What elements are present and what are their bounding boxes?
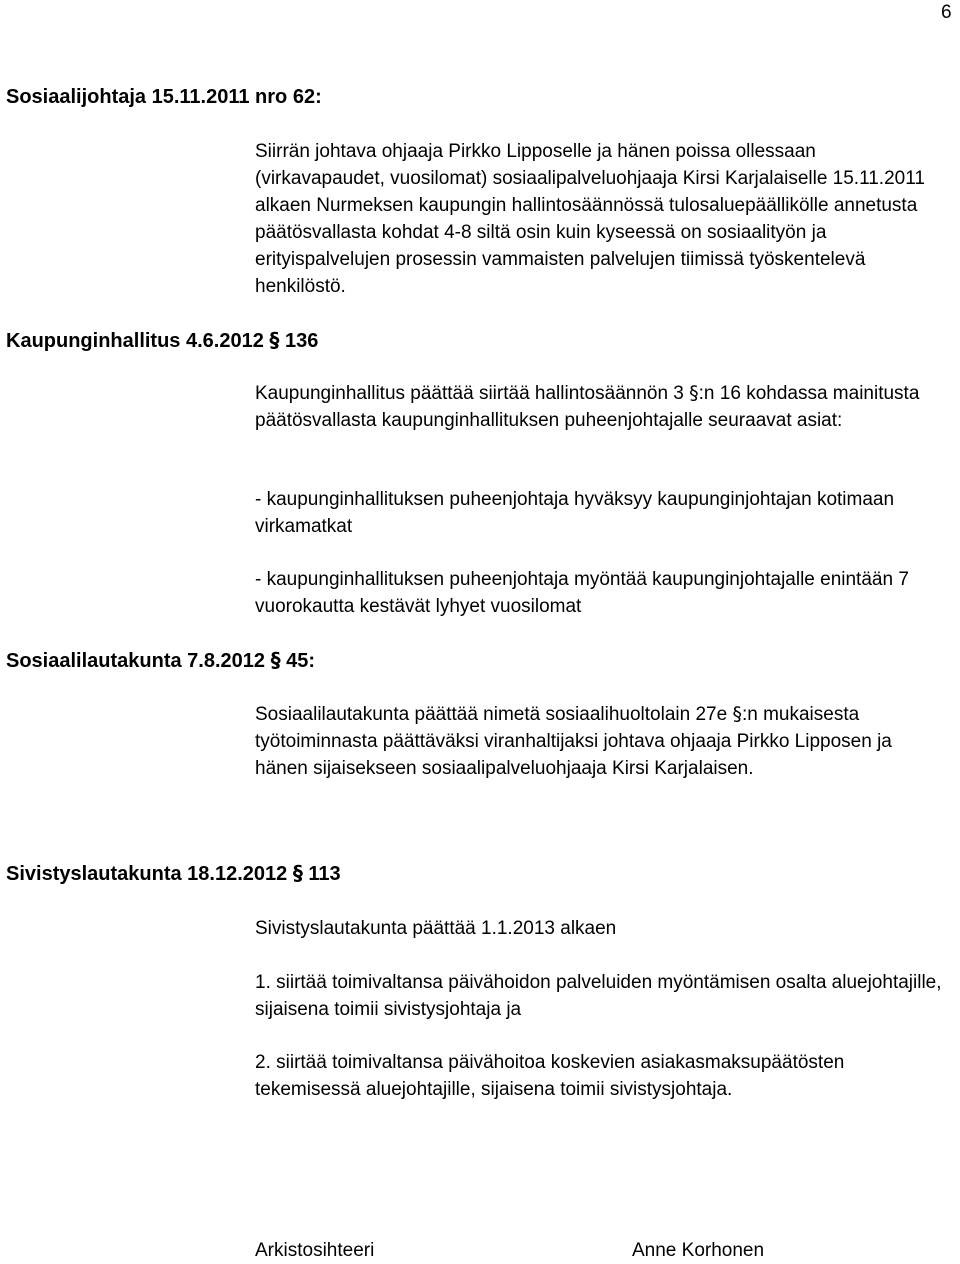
heading-text: Kaupunginhallitus 4.6.2012 (6, 330, 270, 352)
section-4-paragraph-2: 1. siirtää toimivaltansa päivähoidon palveluiden myöntämisen osalta aluejohtajille, sijaisena toimii sivistysjohtaja ja (255, 972, 942, 1020)
section-4-paragraph-3: 2. siirtää toimivaltansa päivähoitoa koskevien asiakasmaksupäätösten tekemisessä aluejohtajille, sijaisena toimii sivistysjohtaja. (255, 1052, 845, 1100)
paragraph-text: Kaupunginhallitus päättää siirtää hallintosäännön 3 (255, 383, 690, 404)
heading-number: 113 (302, 863, 341, 885)
section-heading-kaupunginhallitus (6, 328, 318, 353)
section-heading-sosiaalijohtaja: Sosiaalijohtaja 15.11.2011 nro 62: (6, 86, 322, 108)
heading-number: 136 (279, 330, 319, 352)
section-2-paragraph-2: - kaupunginhallituksen puheenjohtaja hyväksyy kaupunginjohtajan kotimaan virkamatkat (255, 489, 895, 537)
section-1-paragraph: Siirrän johtava ohjaaja Pirkko Lipposelle ja hänen poissa ollessaan (virkavapaudet, vuosilomat) sosiaalipalveluohjaaja Kirsi Karjalaiselle 15.11.2011 alkaen Nurmeksen kaupungin hallintosäännössä tulosaluepäällikölle annetusta päätösvallasta kohdat 4-8 siltä osin kuin kyseessä on sosiaalityön ja erityispalvelujen prosessin vammaisten palvelujen tiimissä työskentelevä henkilöstö. (255, 141, 925, 297)
signature-title: Arkistosihteeri (255, 1240, 375, 1261)
signature-name: Anne Korhonen (632, 1240, 765, 1261)
section-sign: § (732, 703, 742, 725)
section-sign: § (689, 382, 699, 404)
section-2-paragraph-1 (255, 380, 945, 434)
section-sign: § (292, 861, 303, 885)
section-3-paragraph (255, 701, 945, 782)
section-heading-sosiaalilautakunta (6, 648, 315, 673)
paragraph-text: :n 16 kohdassa mainitusta päätösvallasta kaupunginhallituksen puheenjohtajalle seuraavat asiat: (255, 383, 920, 431)
section-sign: § (270, 648, 281, 672)
section-sign: § (269, 328, 280, 352)
heading-text: Sivistyslautakunta 18.12.2012 (6, 863, 293, 885)
section-2-paragraph-3: - kaupunginhallituksen puheenjohtaja myöntää kaupunginjohtajalle enintään 7 vuorokautta kestävät lyhyet vuosilomat (255, 569, 909, 617)
page-number: 6 (941, 2, 952, 23)
heading-text: Sosiaalilautakunta 7.8.2012 (6, 650, 271, 672)
heading-number: 45: (280, 650, 316, 672)
paragraph-text: :n mukaisesta työtoiminnasta päättäväksi viranhaltijaksi johtava ohjaaja Pirkko Lipposen ja hänen sijaisekseen sosiaalipalveluohjaaja Kirsi Karjalaisen. (255, 704, 892, 779)
section-heading-sivistyslautakunta (6, 861, 341, 886)
paragraph-text: Sosiaalilautakunta päättää nimetä sosiaalihuoltolain 27e (255, 704, 733, 725)
section-4-paragraph-1: Sivistyslautakunta päättää 1.1.2013 alkaen (255, 918, 617, 939)
